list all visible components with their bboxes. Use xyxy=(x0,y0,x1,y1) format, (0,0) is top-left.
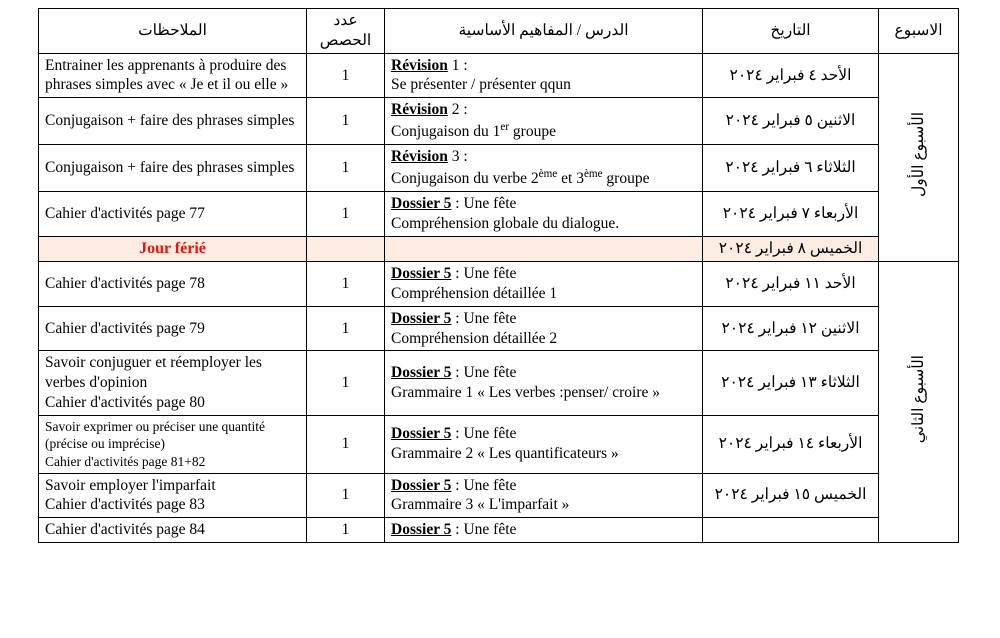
table-row xyxy=(39,473,959,518)
cell-date: الأحد ١١ فبراير ٢٠٢٤ xyxy=(703,262,879,307)
cell-session-count: 1 xyxy=(307,306,385,351)
table-row xyxy=(39,262,959,307)
cell-session-count: 1 xyxy=(307,98,385,145)
week-label: الأسبوع الأول xyxy=(909,111,927,197)
column-header-sessions-line1: عدد xyxy=(333,12,358,29)
week-label: الأسبوع الثاني xyxy=(909,355,927,444)
cell-session-count xyxy=(307,236,385,261)
table-row xyxy=(39,306,959,351)
cell-notes: Conjugaison + faire des phrases simples xyxy=(39,145,307,192)
table-row xyxy=(39,145,959,192)
cell-week xyxy=(879,53,959,261)
cell-session-count: 1 xyxy=(307,473,385,518)
cell-date xyxy=(703,518,879,543)
cell-lesson: Dossier 5 : Une fête Compréhension globale du dialogue. xyxy=(385,191,703,236)
column-header-week: الاسبوع xyxy=(879,9,959,54)
cell-session-count: 1 xyxy=(307,518,385,543)
cell-date: الأربعاء ١٤ فبراير ٢٠٢٤ xyxy=(703,415,879,473)
table-body xyxy=(39,53,959,542)
cell-notes: Savoir exprimer ou préciser une quantité (précise ou imprécise) Cahier d'activités page 81+82 xyxy=(39,415,307,473)
column-header-lesson: الدرس / المفاهيم الأساسية xyxy=(385,9,703,54)
cell-session-count: 1 xyxy=(307,191,385,236)
document-page xyxy=(0,8,1000,638)
cell-notes: Cahier d'activités page 79 xyxy=(39,306,307,351)
table-header xyxy=(39,9,959,54)
table-row xyxy=(39,236,959,261)
cell-week xyxy=(879,262,959,543)
cell-session-count: 1 xyxy=(307,145,385,192)
cell-notes: Savoir conjuguer et réemployer les verbes d'opinion Cahier d'activités page 80 xyxy=(39,351,307,415)
cell-lesson: Dossier 5 : Une fête Grammaire 3 « L'imparfait » xyxy=(385,473,703,518)
cell-lesson: Dossier 5 : Une fête Compréhension détaillée 2 xyxy=(385,306,703,351)
column-header-notes: الملاحظات xyxy=(39,9,307,54)
cell-session-count: 1 xyxy=(307,262,385,307)
column-header-sessions xyxy=(307,9,385,54)
cell-notes: Conjugaison + faire des phrases simples xyxy=(39,98,307,145)
column-header-sessions-line2: الحصص xyxy=(319,31,372,49)
holiday-label: Jour férié xyxy=(39,236,307,261)
cell-lesson: Dossier 5 : Une fête Grammaire 1 « Les verbes :penser/ croire » xyxy=(385,351,703,415)
cell-notes: Cahier d'activités page 78 xyxy=(39,262,307,307)
table-row xyxy=(39,351,959,415)
cell-date: الاثنين ٥ فبراير ٢٠٢٤ xyxy=(703,98,879,145)
cell-lesson: Dossier 5 : Une fête Grammaire 2 « Les quantificateurs » xyxy=(385,415,703,473)
lesson-plan-table xyxy=(38,8,959,543)
cell-lesson: Révision 1 : Se présenter / présenter qqun xyxy=(385,53,703,98)
cell-notes: Entrainer les apprenants à produire des phrases simples avec « Je et il ou elle » xyxy=(39,53,307,98)
cell-date: الاثنين ١٢ فبراير ٢٠٢٤ xyxy=(703,306,879,351)
cell-lesson: Dossier 5 : Une fête xyxy=(385,518,703,543)
cell-notes: Cahier d'activités page 84 xyxy=(39,518,307,543)
cell-session-count: 1 xyxy=(307,351,385,415)
table-row xyxy=(39,53,959,98)
cell-session-count: 1 xyxy=(307,415,385,473)
cell-date: الأحد ٤ فبراير ٢٠٢٤ xyxy=(703,53,879,98)
cell-lesson: Révision 3 : Conjugaison du verbe 2ème et 3ème groupe xyxy=(385,145,703,192)
header-row xyxy=(39,9,959,54)
table-row xyxy=(39,191,959,236)
cell-date: الأربعاء ٧ فبراير ٢٠٢٤ xyxy=(703,191,879,236)
cell-notes: Savoir employer l'imparfait Cahier d'activités page 83 xyxy=(39,473,307,518)
cell-notes: Cahier d'activités page 77 xyxy=(39,191,307,236)
table-row xyxy=(39,518,959,543)
cell-lesson: Dossier 5 : Une fête Compréhension détaillée 1 xyxy=(385,262,703,307)
cell-date: الثلاثاء ٦ فبراير ٢٠٢٤ xyxy=(703,145,879,192)
cell-lesson: Révision 2 : Conjugaison du 1er groupe xyxy=(385,98,703,145)
cell-session-count: 1 xyxy=(307,53,385,98)
cell-date: الخميس ٨ فبراير ٢٠٢٤ xyxy=(703,236,879,261)
cell-date: الثلاثاء ١٣ فبراير ٢٠٢٤ xyxy=(703,351,879,415)
table-row xyxy=(39,415,959,473)
table-row xyxy=(39,98,959,145)
cell-date: الخميس ١٥ فبراير ٢٠٢٤ xyxy=(703,473,879,518)
column-header-date: التاريخ xyxy=(703,9,879,54)
cell-lesson xyxy=(385,236,703,261)
